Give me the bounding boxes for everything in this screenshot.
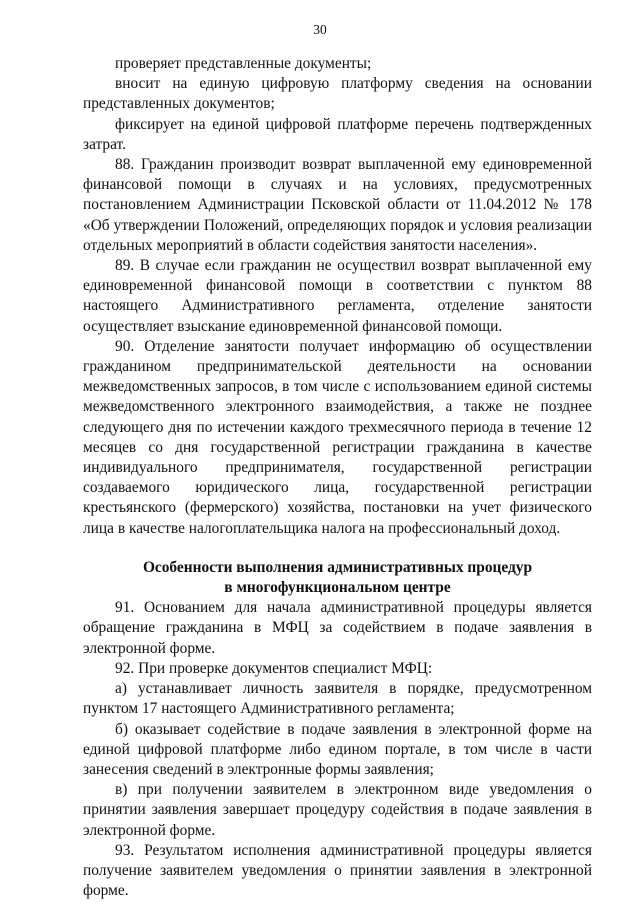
paragraph-checks-documents: проверяет представленные документы; xyxy=(115,55,372,72)
paragraph-92-c: в) при получении заявителем в электронном виде уведомления о принятии заявления завершает процедуру содействия в подаче заявления в электронной форме. xyxy=(83,781,592,839)
paragraph-92: 92. При проверке документов специалист МФЦ: xyxy=(115,659,433,677)
paragraph-records-costs: фиксирует на единой цифровой платформе перечень подтвержденных затрат. xyxy=(83,115,592,153)
section-heading-line2: в многофункциональном центре xyxy=(224,579,451,597)
paragraph-92-a: а) устанавливает личность заявителя в порядке, предусмотренном пунктом 17 настоящего Административного регламента; xyxy=(83,680,592,718)
section-spacer xyxy=(83,539,592,558)
section-heading-line1: Особенности выполнения административных процедур xyxy=(142,558,533,576)
paragraph-enters-platform: вносит на единую цифровую платформу сведения на основании представленных документов; xyxy=(83,75,592,113)
paragraph-91: 91. Основанием для начала административной процедуры является обращение гражданина в МФЦ за содействием в подаче заявления в электронной форме. xyxy=(83,599,592,657)
paragraph-89: 89. В случае если гражданин не осуществил возврат выплаченной ему единовременной финансовой помощи в соответствии с пунктом 88 настоящего Административного регламента, отделение занятости осуществляет взыскание единовременной финансовой помощи. xyxy=(83,257,592,335)
paragraph-90: 90. Отделение занятости получает информацию об осуществлении гражданином предпринимательской деятельности на основании межведомственных запросов, в том числе с использованием единой системы межведомственного электронного взаимодействия, а также не позднее следующего дня по истечении каждого трехмесячного периода в течение 12 месяцев со дня государственной регистрации гражданина в качестве индивидуального предпринимателя, государственной регистрации создаваемого юридического лица, государственной регистрации крестьянского (фермерского) хозяйства, постановки на учет физического лица в качестве налогоплательщика налога на профессиональный доход. xyxy=(83,337,592,537)
paragraph-93: 93. Результатом исполнения административной процедуры является получение заявителем уведомления о принятии заявления в электронной форме. xyxy=(83,841,592,900)
paragraph-92-b: б) оказывает содействие в подаче заявления в электронной форме на единой цифровой платформе либо едином портале, в том числе в части занесения сведений в электронные формы заявления; xyxy=(83,720,592,778)
section-heading xyxy=(83,558,592,598)
paragraph-88: 88. Гражданин производит возврат выплаченной ему единовременной финансовой помощи в случаях и на условиях, предусмотренных постановлением Администрации Псковской области от 11.04.2012 № 178 «Об утверждении Положений, определяющих порядок и условия реализации отдельных мероприятий в области содействия занятости населения». xyxy=(83,156,592,254)
page-number: 30 xyxy=(313,22,327,37)
